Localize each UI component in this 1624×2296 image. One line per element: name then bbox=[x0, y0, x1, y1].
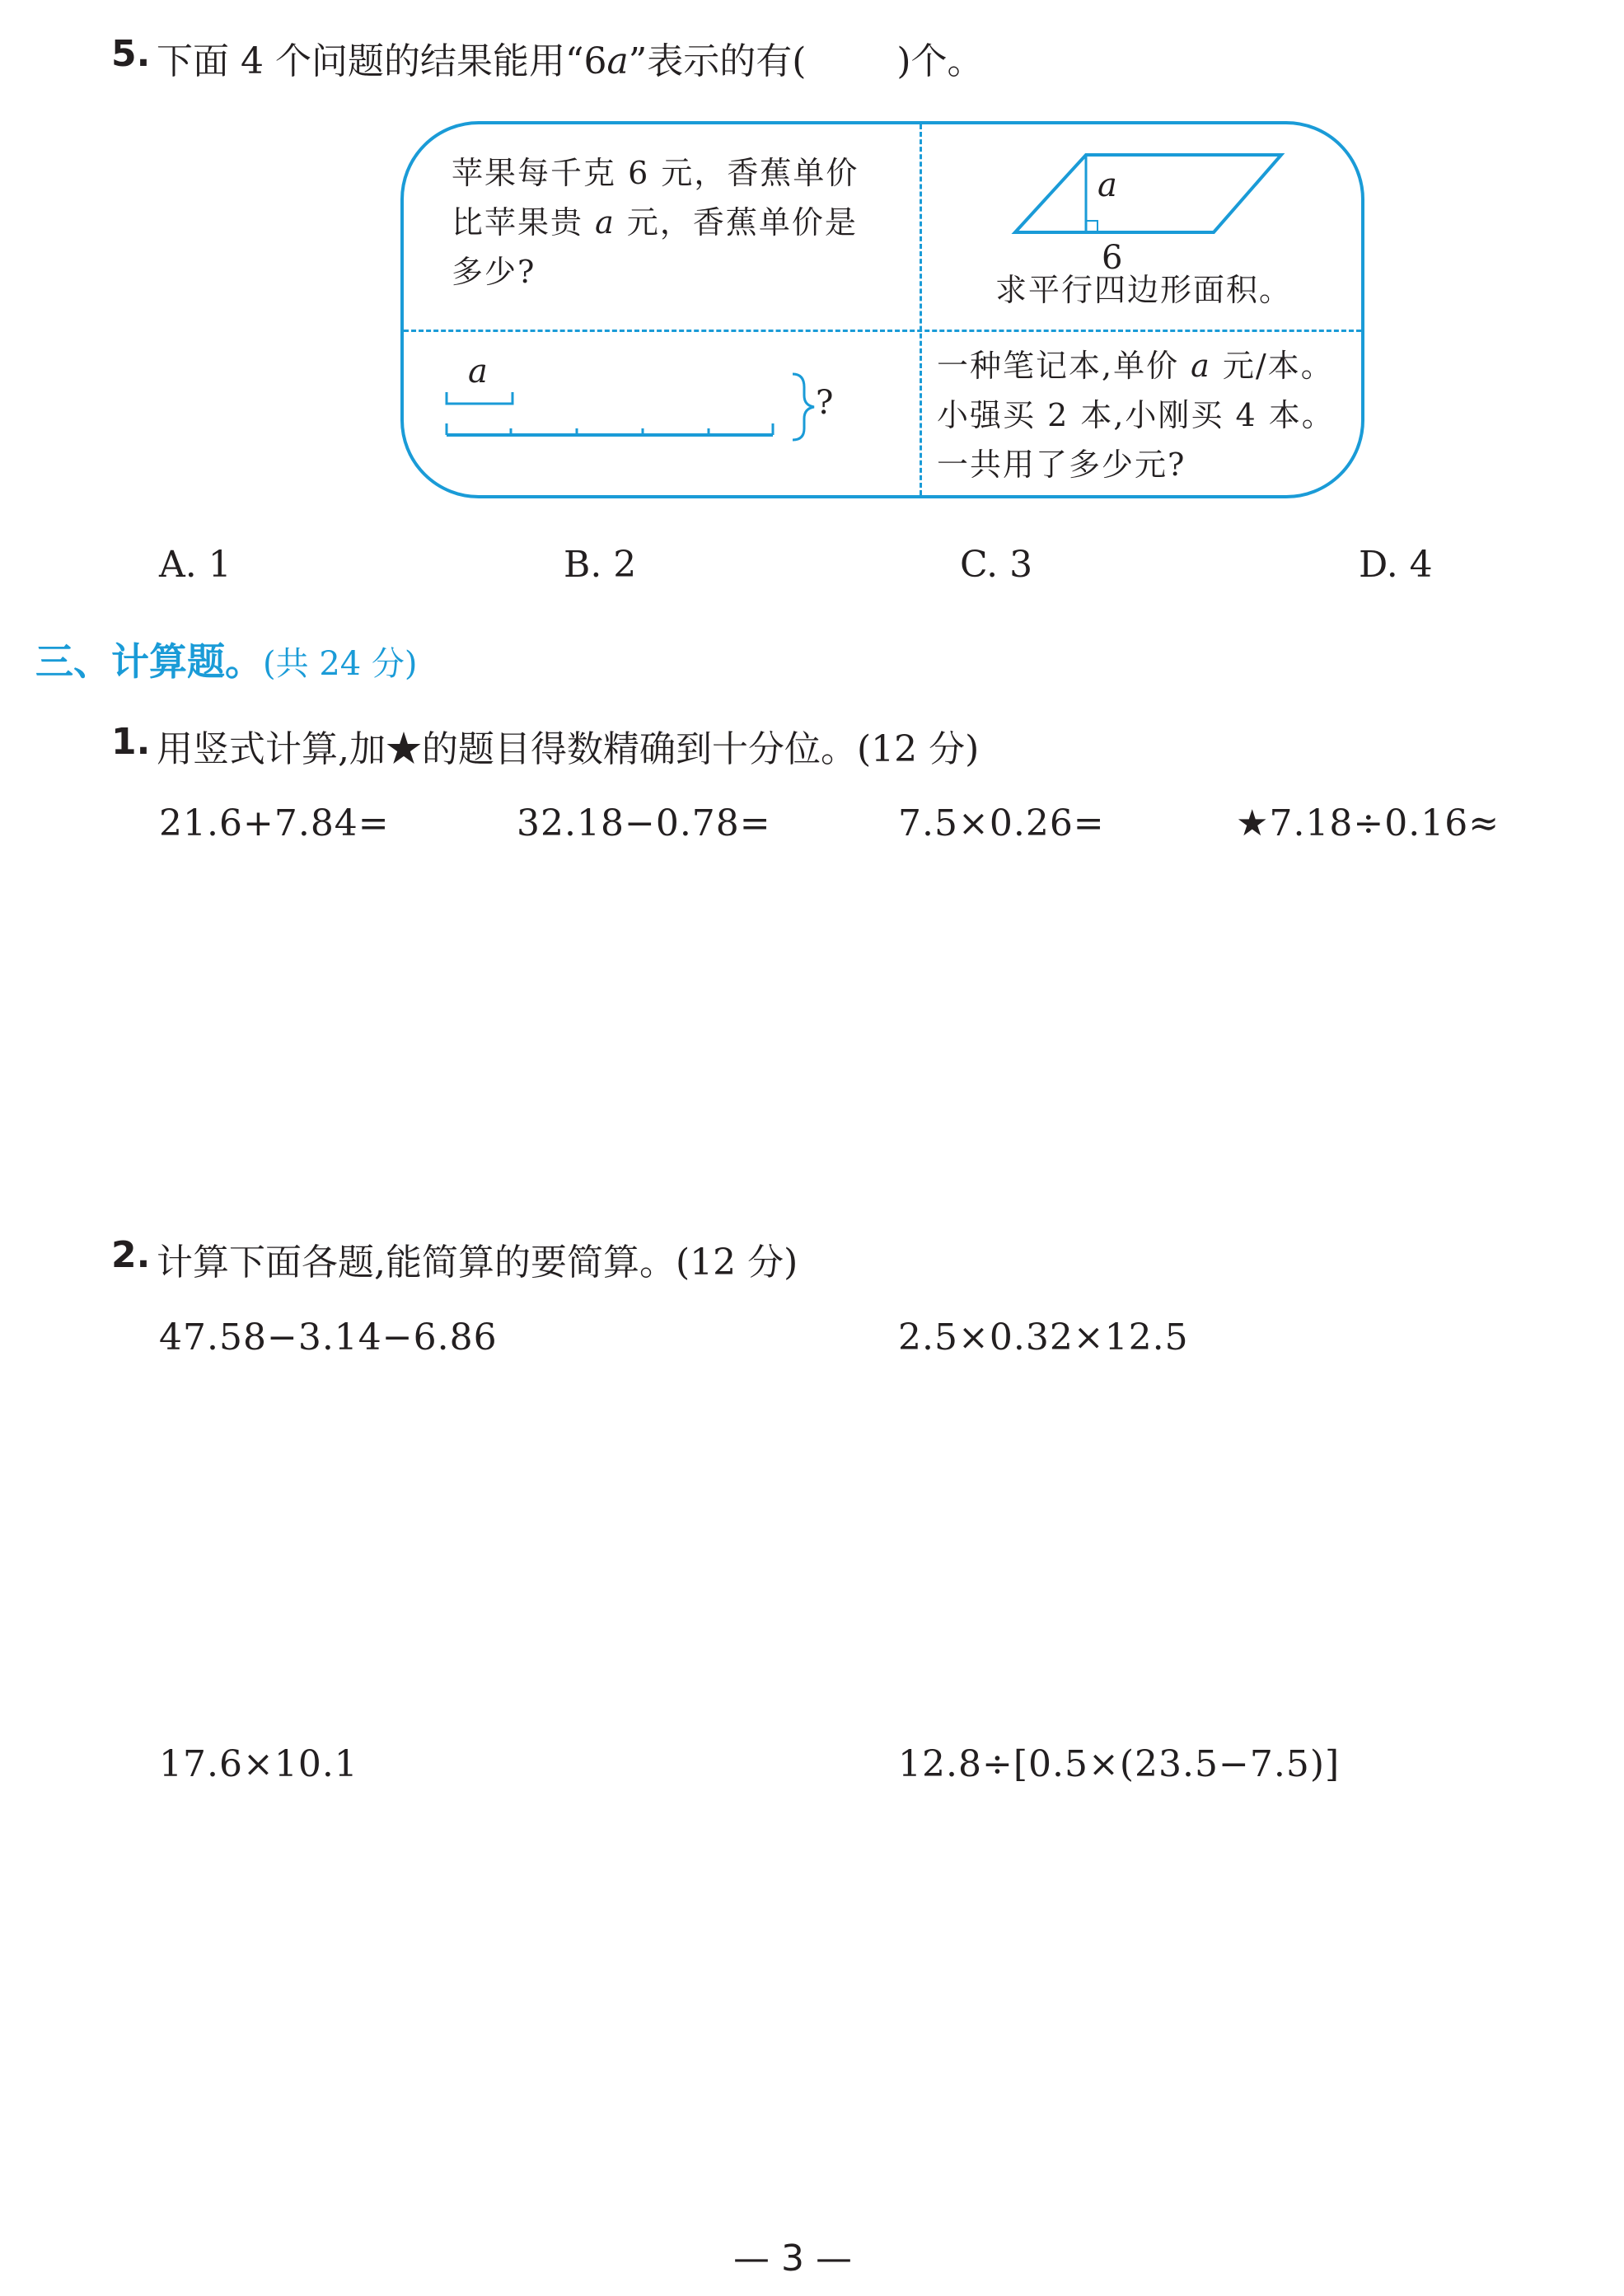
question-5-stem-b: ”表示的有( bbox=[628, 40, 807, 82]
segment-question-mark: ? bbox=[816, 384, 834, 422]
brace bbox=[793, 374, 814, 440]
cell-bottom-right bbox=[937, 341, 1335, 489]
question-5-stem-var: a bbox=[606, 40, 629, 82]
box-horizontal-divider bbox=[404, 330, 1361, 332]
calc-2-expr-3: 17.6×10.1 bbox=[159, 1743, 358, 1785]
calc-1-expr-3: 7.5×0.26= bbox=[898, 802, 1105, 844]
option-a[interactable]: A. 1 bbox=[159, 544, 232, 586]
calc-2-expr-2: 2.5×0.32×12.5 bbox=[898, 1316, 1189, 1358]
calc-2-number: 2. bbox=[111, 1234, 151, 1276]
parallelogram-height-label: a bbox=[1097, 166, 1117, 204]
section-3-title: 三、计算题。 bbox=[35, 639, 263, 684]
cell-top-left-line-1: 苹果每千克 6 元，香蕉单价 bbox=[452, 155, 859, 191]
parallelogram-caption: 求平行四边形面积。 bbox=[995, 272, 1293, 308]
cell-bottom-right-line-2: 小强买 2 本,小刚买 4 本。 bbox=[937, 397, 1335, 433]
calc-1-expr-1: 21.6+7.84= bbox=[159, 802, 390, 844]
unit-segment bbox=[447, 392, 512, 404]
segment-label: a bbox=[468, 353, 488, 390]
question-5-stem bbox=[157, 31, 984, 84]
variable-a: a bbox=[1191, 348, 1211, 384]
option-d[interactable]: D. 4 bbox=[1359, 544, 1433, 586]
calc-2-instruction: 计算下面各题,能简算的要简算。(12 分) bbox=[157, 1242, 798, 1284]
section-3-points: (共 24 分) bbox=[263, 645, 418, 683]
option-b[interactable]: B. 2 bbox=[564, 544, 637, 586]
calc-1-expr-4: ★7.18÷0.16≈ bbox=[1236, 802, 1500, 844]
cell-top-left bbox=[452, 148, 859, 297]
variable-a: a bbox=[595, 204, 615, 241]
section-3-header bbox=[35, 632, 418, 686]
question-5-number: 5. bbox=[111, 33, 151, 75]
option-c[interactable]: C. 3 bbox=[960, 544, 1033, 586]
question-5-stem-c: )个。 bbox=[896, 40, 984, 82]
calc-1-instruction: 用竖式计算,加★的题目得数精确到十分位。(12 分) bbox=[157, 728, 980, 770]
calc-1-expr-2: 32.18−0.78= bbox=[517, 802, 771, 844]
parallelogram-base-label: 6 bbox=[1102, 239, 1123, 277]
cell-top-left-line-2: 比苹果贵 a 元，香蕉单价是 bbox=[452, 204, 858, 241]
parallelogram-figure bbox=[989, 140, 1318, 280]
box-vertical-divider bbox=[920, 124, 922, 495]
page-number: — 3 — bbox=[733, 2238, 852, 2280]
question-5-stem-a: 下面 4 个问题的结果能用“6 bbox=[157, 40, 607, 82]
calc-2-expr-4: 12.8÷[0.5×(23.5−7.5)] bbox=[898, 1743, 1341, 1785]
calc-2-expr-1: 47.58−3.14−6.86 bbox=[159, 1316, 498, 1358]
cell-top-left-line-3: 多少? bbox=[452, 254, 536, 290]
cell-bottom-right-line-1: 一种笔记本,单价 a 元/本。 bbox=[937, 348, 1334, 384]
right-angle-mark bbox=[1086, 221, 1097, 232]
calc-1-number: 1. bbox=[111, 721, 151, 763]
cell-bottom-right-line-3: 一共用了多少元? bbox=[937, 447, 1186, 483]
segment-diagram bbox=[437, 362, 832, 453]
parallelogram-shape bbox=[1015, 155, 1281, 232]
